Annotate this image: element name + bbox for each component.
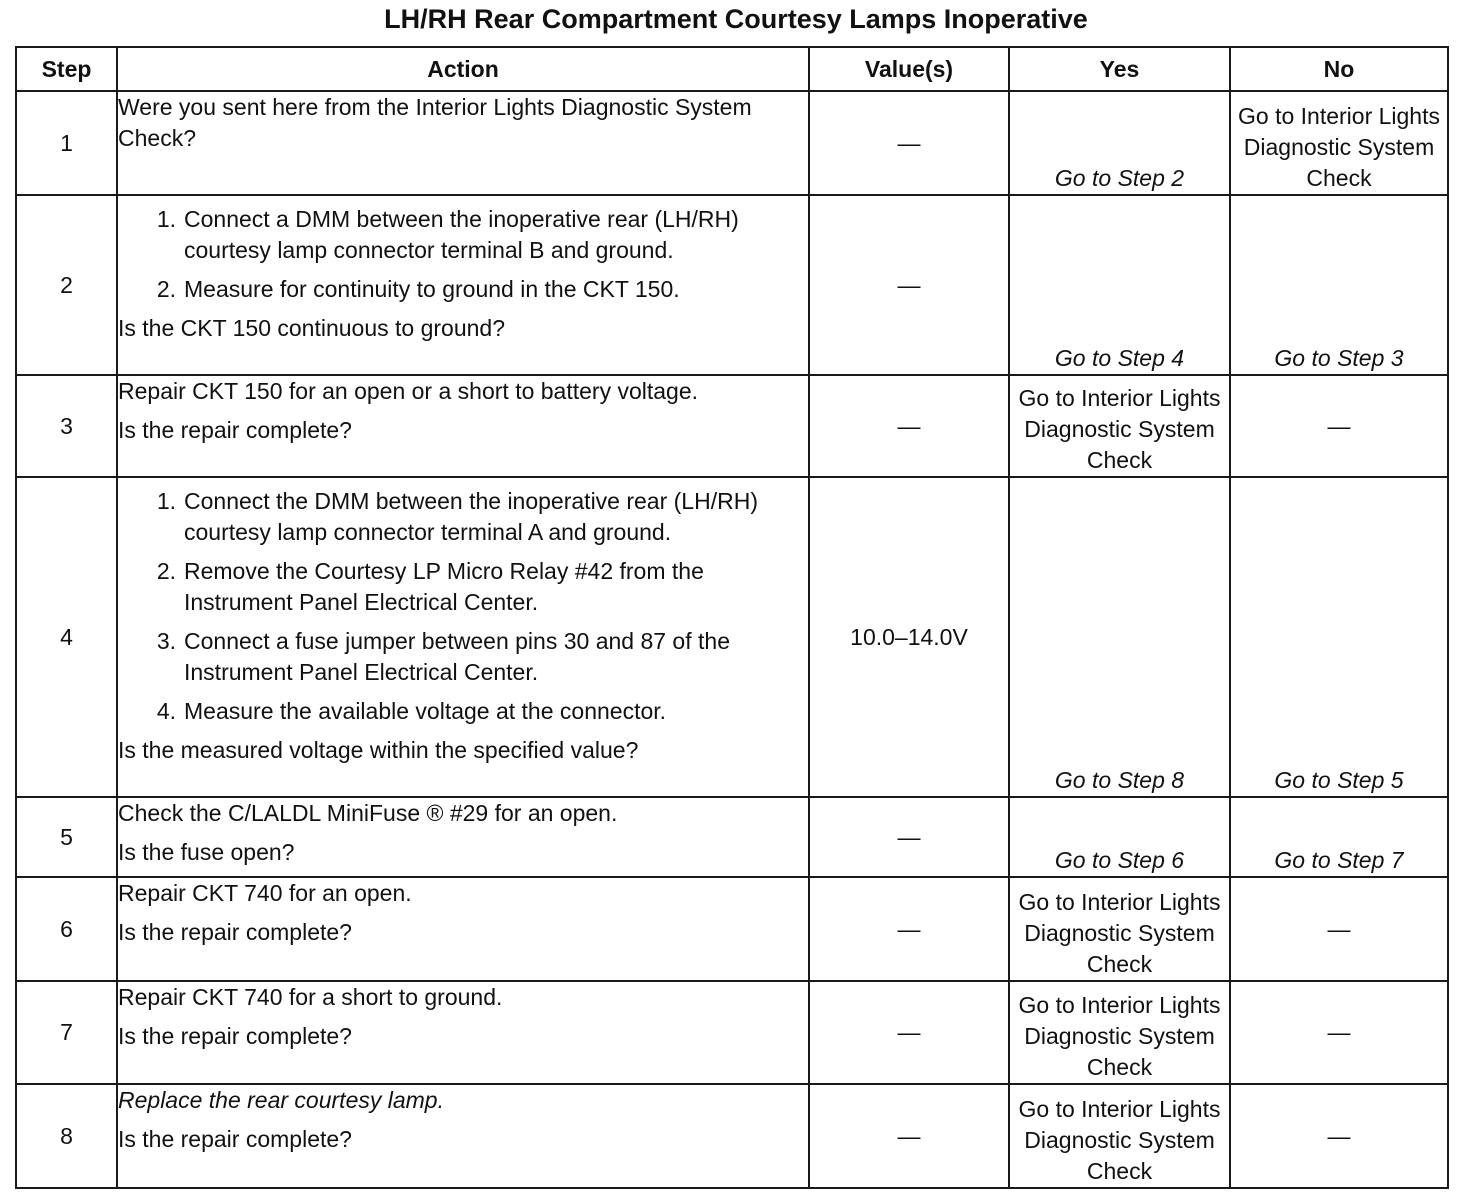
yes-cell: Go to Interior Lights Diagnostic System Check <box>1009 981 1230 1084</box>
list-item <box>118 274 808 305</box>
header-values: Value(s) <box>809 47 1009 91</box>
action-cell <box>117 1084 809 1188</box>
diagnostic-table <box>15 46 1449 1189</box>
item-number: 1. <box>156 206 176 232</box>
list-item <box>118 204 808 266</box>
no-cell: Go to Step 5 <box>1230 477 1448 797</box>
action-text: Replace the rear courtesy lamp. <box>118 1087 444 1113</box>
table-row <box>16 877 1448 981</box>
table-row <box>16 477 1448 797</box>
action-text: Check the C/LALDL MiniFuse ® #29 for an open. <box>118 800 618 826</box>
action-cell <box>117 797 809 877</box>
question-text: Is the repair complete? <box>118 417 352 443</box>
value-cell: — <box>809 1084 1009 1188</box>
action-text: Repair CKT 740 for an open. <box>118 880 412 906</box>
action-cell <box>117 195 809 375</box>
no-cell: — <box>1230 877 1448 981</box>
value-cell: — <box>809 877 1009 981</box>
action-text: Repair CKT 740 for a short to ground. <box>118 984 503 1010</box>
action-cell <box>117 877 809 981</box>
yes-cell: Go to Interior Lights Diagnostic System Check <box>1009 375 1230 477</box>
value-cell: — <box>809 195 1009 375</box>
item-number: 1. <box>156 488 176 514</box>
table-row <box>16 375 1448 477</box>
list-item <box>118 696 808 727</box>
value-cell: — <box>809 797 1009 877</box>
step-number: 4 <box>16 477 117 797</box>
yes-cell: Go to Interior Lights Diagnostic System Check <box>1009 1084 1230 1188</box>
step-number: 5 <box>16 797 117 877</box>
item-text: Connect a fuse jumper between pins 30 and 87 of the Instrument Panel Electrical Center. <box>184 628 730 685</box>
item-text: Connect the DMM between the inoperative rear (LH/RH) courtesy lamp connector terminal A and ground. <box>184 488 758 545</box>
action-cell <box>117 375 809 477</box>
table-row <box>16 91 1448 195</box>
header-action: Action <box>117 47 809 91</box>
yes-cell: Go to Interior Lights Diagnostic System Check <box>1009 877 1230 981</box>
item-number: 3. <box>156 628 176 654</box>
question-text: Is the repair complete? <box>118 1023 352 1049</box>
page-title: LH/RH Rear Compartment Courtesy Lamps Inoperative <box>384 4 1088 34</box>
value-cell: — <box>809 375 1009 477</box>
item-text: Measure for continuity to ground in the CKT 150. <box>184 276 680 302</box>
value-cell: — <box>809 981 1009 1084</box>
question-text: Is the repair complete? <box>118 1126 352 1152</box>
no-cell: — <box>1230 1084 1448 1188</box>
step-number: 3 <box>16 375 117 477</box>
item-text: Connect a DMM between the inoperative rear (LH/RH) courtesy lamp connector terminal B and ground. <box>184 206 739 263</box>
value-cell: — <box>809 91 1009 195</box>
table-row <box>16 1084 1448 1188</box>
header-step: Step <box>16 47 117 91</box>
step-number: 8 <box>16 1084 117 1188</box>
action-cell <box>117 477 809 797</box>
step-number: 6 <box>16 877 117 981</box>
yes-cell: Go to Step 4 <box>1009 195 1230 375</box>
action-cell <box>117 981 809 1084</box>
no-cell: Go to Step 3 <box>1230 195 1448 375</box>
action-steps <box>118 204 808 305</box>
item-text: Measure the available voltage at the connector. <box>184 698 667 724</box>
table-row <box>16 981 1448 1084</box>
question-text: Is the fuse open? <box>118 839 295 865</box>
step-number: 7 <box>16 981 117 1084</box>
step-number: 1 <box>16 91 117 195</box>
item-text: Remove the Courtesy LP Micro Relay #42 from the Instrument Panel Electrical Center. <box>184 558 704 615</box>
yes-cell: Go to Step 2 <box>1009 91 1230 195</box>
yes-cell: Go to Step 8 <box>1009 477 1230 797</box>
value-cell: 10.0–14.0V <box>809 477 1009 797</box>
table-row <box>16 195 1448 375</box>
no-cell: Go to Step 7 <box>1230 797 1448 877</box>
action-cell <box>117 91 809 195</box>
list-item <box>118 556 808 618</box>
question-text: Is the CKT 150 continuous to ground? <box>118 315 506 341</box>
item-number: 4. <box>156 698 176 724</box>
header-yes: Yes <box>1009 47 1230 91</box>
list-item <box>118 486 808 548</box>
header-row <box>16 47 1448 91</box>
question-text: Is the repair complete? <box>118 919 352 945</box>
table-row <box>16 797 1448 877</box>
header-no: No <box>1230 47 1448 91</box>
step-number: 2 <box>16 195 117 375</box>
action-steps <box>118 486 808 727</box>
question-text: Is the measured voltage within the specified value? <box>118 737 639 763</box>
no-cell: — <box>1230 981 1448 1084</box>
list-item <box>118 626 808 688</box>
item-number: 2. <box>156 276 176 302</box>
yes-cell: Go to Step 6 <box>1009 797 1230 877</box>
no-cell: Go to Interior Lights Diagnostic System Check <box>1230 91 1448 195</box>
action-text: Repair CKT 150 for an open or a short to battery voltage. <box>118 378 699 404</box>
item-number: 2. <box>156 558 176 584</box>
action-text: Were you sent here from the Interior Lights Diagnostic System Check? <box>118 94 752 151</box>
no-cell: — <box>1230 375 1448 477</box>
